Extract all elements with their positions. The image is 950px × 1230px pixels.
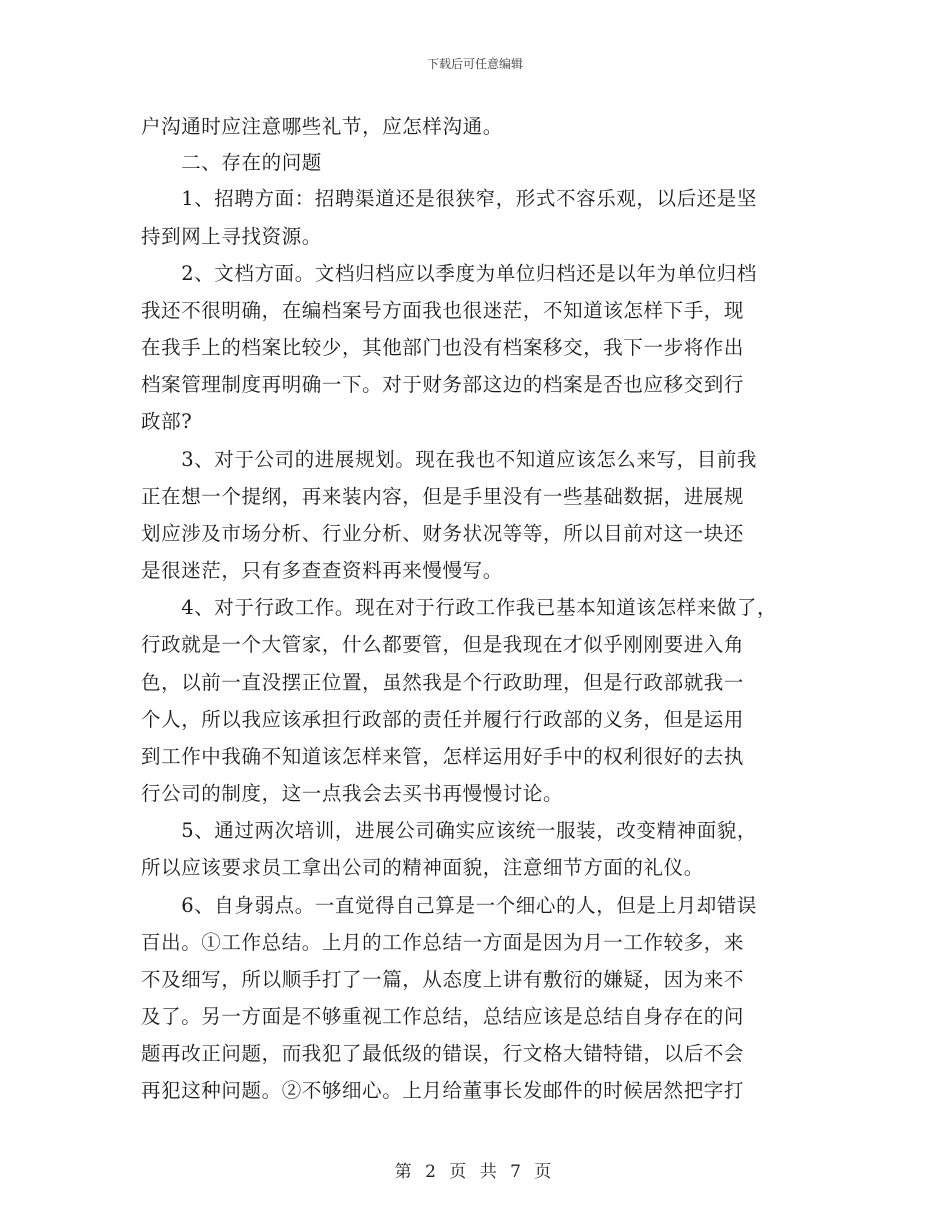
text-line: 4、对于行政工作。现在对于行政工作我已基本知道该怎样来做了， [141, 596, 778, 619]
text-line: 及了。另一方面是不够重视工作总结，总结应该是总结自身存在的问 [141, 1005, 745, 1028]
section-heading: 二、存在的问题 [141, 151, 322, 174]
text-line: 所以应该要求员工拿出公司的精神面貌，注意细节方面的礼仪。 [141, 856, 704, 879]
text-line: 5、通过两次培训，进展公司确实应该统一服装，改变精神面貌， [141, 819, 758, 842]
text-line: 2、文档方面。文档归档应以季度为单位归档还是以年为单位归档 [141, 262, 758, 285]
text-line: 我还不很明确，在编档案号方面我也很迷茫，不知道该怎样下手，现 [141, 299, 745, 322]
text-line: 户沟通时应注意哪些礼节，应怎样沟通。 [141, 115, 503, 138]
text-line: 档案管理制度再明确一下。对于财务部这边的档案是否也应移交到行 [141, 373, 745, 396]
text-line: 3、对于公司的进展规划。现在我也不知道应该怎么来写，目前我 [141, 448, 758, 471]
text-line: 6、自身弱点。一直觉得自己算是一个细心的人，但是上月却错误 [141, 894, 758, 917]
text-line: 在我手上的档案比较少，其他部门也没有档案移交，我下一步将作出 [141, 336, 745, 359]
text-line: 到工作中我确不知道该怎样来管，怎样运用好手中的权利很好的去执 [141, 745, 745, 768]
text-line: 再犯这种问题。②不够细心。上月给董事长发邮件的时候居然把字打 [141, 1079, 745, 1102]
text-line: 行政就是一个大管家，什么都要管，但是我现在才似乎刚刚要进入角 [141, 633, 745, 656]
text-line: 个人，所以我应该承担行政部的责任并履行行政部的义务，但是运用 [141, 708, 745, 731]
text-line: 题再改正问题，而我犯了最低级的错误，行文格大错特错，以后不会 [141, 1042, 745, 1065]
page-number: 第 2 页 共 7 页 [394, 1162, 556, 1182]
text-line: 行公司的制度，这一点我会去买书再慢慢讨论。 [141, 782, 564, 805]
text-line: 政部? [141, 410, 193, 433]
page-header: 下载后可任意编辑 [426, 57, 523, 71]
text-line: 不及细写，所以顺手打了一篇，从态度上讲有敷衍的嫌疑，因为来不 [141, 968, 745, 991]
text-line: 百出。①工作总结。上月的工作总结一方面是因为月一工作较多，来 [141, 931, 745, 954]
text-line: 划应涉及市场分析、行业分析、财务状况等等，所以目前对这一块还 [141, 522, 745, 545]
text-line: 正在想一个提纲，再来装内容，但是手里没有一些基础数据，进展规 [141, 485, 745, 508]
text-line: 1、招聘方面：招聘渠道还是很狭窄，形式不容乐观，以后还是坚 [141, 187, 758, 210]
text-line: 是很迷茫，只有多查查资料再来慢慢写。 [141, 559, 503, 582]
text-line: 色，以前一直没摆正位置，虽然我是个行政助理，但是行政部就我一 [141, 671, 745, 694]
text-line: 持到网上寻找资源。 [141, 225, 322, 248]
